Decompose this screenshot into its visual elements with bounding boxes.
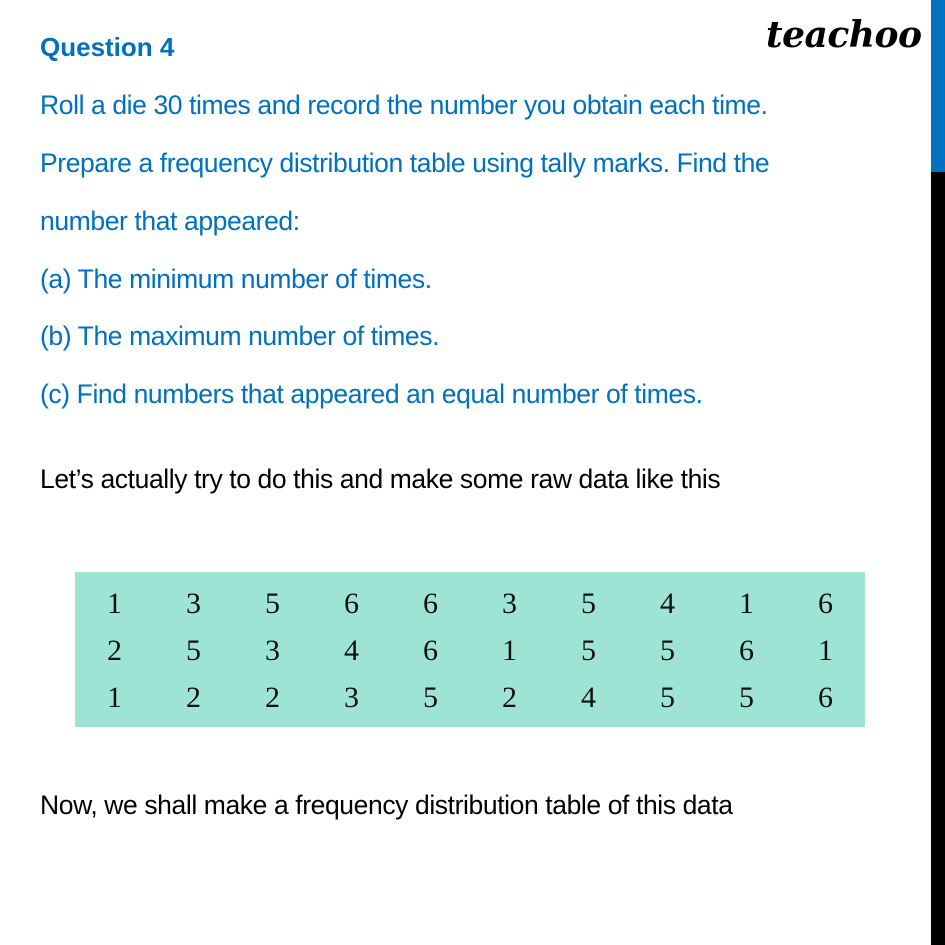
- table-cell: 2: [107, 633, 122, 667]
- table-cell: 1: [107, 586, 122, 620]
- table-cell: 2: [502, 680, 517, 714]
- table-cell: 2: [265, 680, 280, 714]
- raw-data-table: [75, 572, 865, 727]
- table-cell: 3: [344, 680, 359, 714]
- question-line-2: Prepare a frequency distribution table using tally marks. Find the: [40, 148, 770, 178]
- table-cell: 1: [739, 586, 754, 620]
- table-cell: 3: [502, 586, 517, 620]
- table-cell: 4: [581, 680, 596, 714]
- teachoo-logo: teachoo: [766, 14, 922, 56]
- table-cell: 1: [818, 633, 833, 667]
- table-cell: 5: [581, 633, 596, 667]
- explanation-outro: Now, we shall make a frequency distribution table of this data: [40, 790, 733, 820]
- table-cell: 2: [186, 680, 201, 714]
- table-cell: 5: [660, 633, 675, 667]
- table-cell: 3: [186, 586, 201, 620]
- table-row: [75, 627, 865, 674]
- table-cell: 5: [581, 586, 596, 620]
- question-part-c: (c) Find numbers that appeared an equal number of times.: [40, 379, 703, 409]
- question-part-a: (a) The minimum number of times.: [40, 264, 432, 294]
- table-cell: 4: [660, 586, 675, 620]
- table-cell: 5: [660, 680, 675, 714]
- question-title: Question 4: [40, 32, 175, 62]
- table-cell: 3: [265, 633, 280, 667]
- table-cell: 5: [423, 680, 438, 714]
- table-cell: 6: [818, 586, 833, 620]
- table-cell: 6: [344, 586, 359, 620]
- explanation-intro: Let’s actually try to do this and make some raw data like this: [40, 464, 721, 494]
- table-cell: 1: [107, 680, 122, 714]
- question-part-b: (b) The maximum number of times.: [40, 321, 440, 351]
- question-line-1: Roll a die 30 times and record the number you obtain each time.: [40, 90, 768, 120]
- table-cell: 5: [186, 633, 201, 667]
- sidebar-accent-black: [931, 172, 945, 945]
- table-cell: 6: [423, 633, 438, 667]
- sidebar-accent-blue: [931, 0, 945, 172]
- table-cell: 5: [265, 586, 280, 620]
- table-cell: 6: [423, 586, 438, 620]
- table-cell: 5: [739, 680, 754, 714]
- table-cell: 6: [739, 633, 754, 667]
- table-row: [75, 580, 865, 627]
- table-cell: 1: [502, 633, 517, 667]
- table-cell: 4: [344, 633, 359, 667]
- table-cell: 6: [818, 680, 833, 714]
- question-line-3: number that appeared:: [40, 206, 300, 236]
- table-row: [75, 674, 865, 721]
